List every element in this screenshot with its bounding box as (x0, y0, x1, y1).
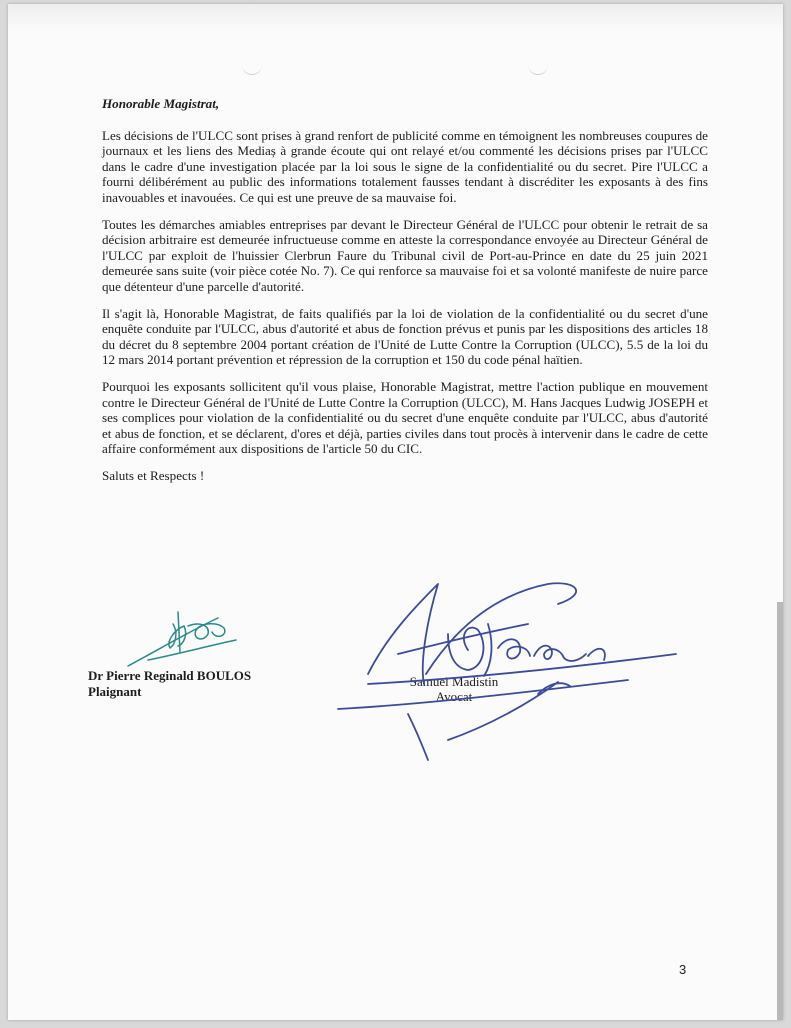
handwritten-signature-left (118, 602, 268, 682)
signatory-role: Avocat (435, 689, 473, 704)
page-number: 3 (679, 962, 687, 977)
document-page (8, 4, 783, 1020)
punch-mark (242, 60, 262, 75)
signatory-name: Dr Pierre Reginald BOULOS (88, 668, 252, 683)
signatory-role: Plaignant (88, 684, 142, 699)
paragraph: Les décisions de l'ULCC sont prises à grand renfort de publicité comme en témoignent les nombreuses coupures de journaux et les liens des Mediaș à grande écoute qui ont relayé et/ou commenté les décisions prises par l'ULCC dans le cadre d'une investigation placée par la loi sous le signe de la confidentialité ou du secret. Pire l'ULCC a fourni délibérément au public des informations totalement fausses tendant à discréditer les exposants à des fins inavouables et inavouées. Ce qui est une preuve de sa mauvaise foi. (102, 127, 708, 205)
punch-mark (528, 60, 548, 75)
signatory-name: Samuel Madistin (409, 674, 499, 689)
paragraph: Toutes les démarches amiables entreprises par devant le Directeur Général de l'ULCC pour obtenir le retrait de sa décision arbitraire est demeurée infructueuse comme en atteste la correspondance envoyée au Directeur Général de l'ULCC par exploit de l'huissier Clerbrun Faure du Tribunal civil de Port-au-Prince en date du 25 juin 2021 demeurée sans suite (voir pièce cotée No. 7). Ce qui renforce sa mauvaise foi et sa volonté manifeste de nuire parce que détenteur d'une parcelle d'autorité. (102, 216, 708, 294)
paragraph: Pourquoi les exposants sollicitent qu'il vous plaise, Honorable Magistrat, mettre l'action publique en mouvement contre le Directeur Général de l'Unité de Lutte Contre la Corruption (ULCC), M. Hans Jacques Ludwig JOSEPH et ses complices pour violation de la confidentialité ou du secret d'une enquête conduite par l'ULCC, abus d'autorité et abus de fonction, et se déclarent, d'ores et déjà, parties civiles dans tout procès à intervenir dans le cadre de cette affaire conformément aux dispositions de l'article 50 du CIC. (102, 378, 708, 457)
salutation: Honorable Magistrat, (102, 96, 220, 111)
paragraph: Il s'agit là, Honorable Magistrat, de faits qualifiés par la loi de violation de la confidentialité ou du secret d'une enquête conduite par l'ULCC, abus d'autorité et abus de fonction prévus et punis par les dispositions des articles 18 du décret du 8 septembre 2004 portant création de l'Unité de Lutte Contre la Corruption (ULCC), 5.5 de la loi du 12 mars 2014 portant prévention et répression de la corruption et 150 du code pénal haïtien. (102, 305, 708, 368)
letter-body (102, 96, 708, 494)
closing: Saluts et Respects ! (102, 467, 205, 483)
handwritten-signature-right (308, 564, 688, 764)
scroll-indicator[interactable] (777, 602, 783, 1020)
